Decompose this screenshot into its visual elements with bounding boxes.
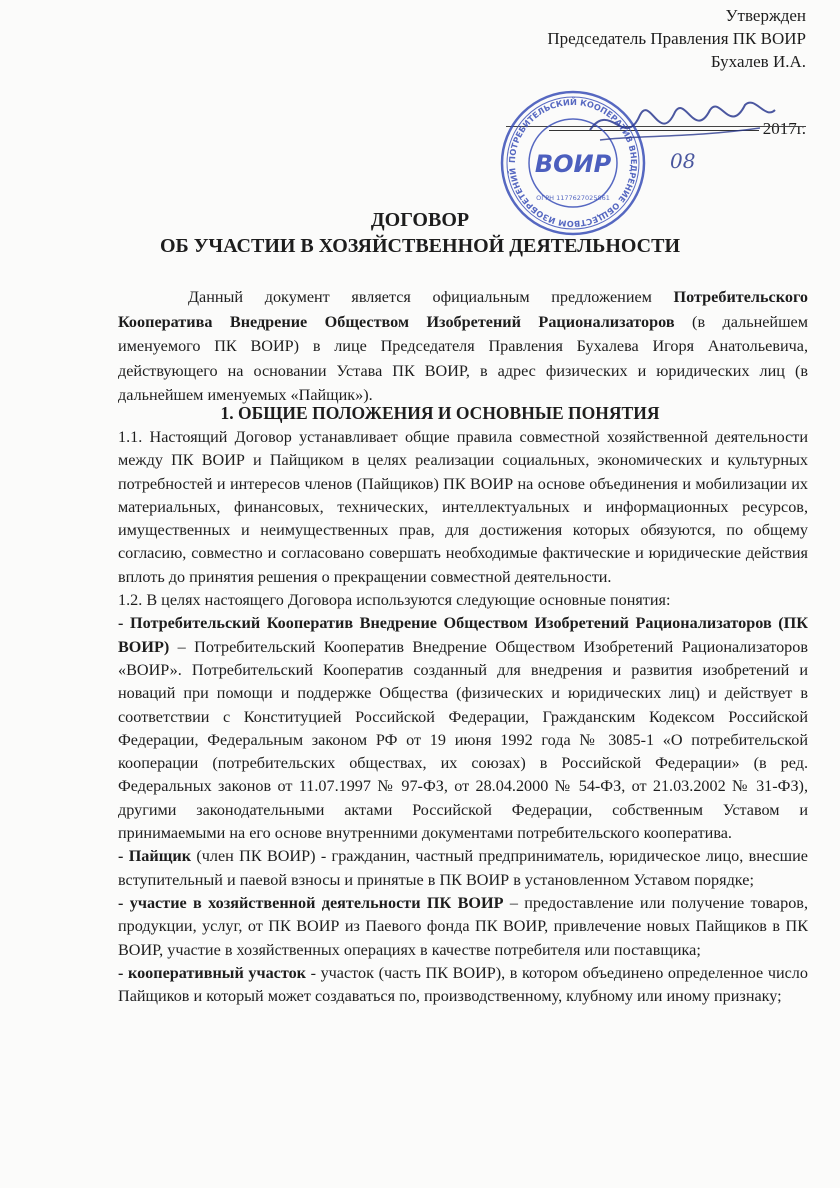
svg-text:08: 08 [670, 149, 696, 170]
handwritten-signature [570, 90, 780, 170]
clause-1-2: 1.2. В целях настоящего Договора используются следующие основные понятия: [118, 591, 671, 610]
definition-shareholder [118, 845, 808, 892]
clause-1-1: 1.1. Настоящий Договор устанавливает общие правила совместной хозяйственной деятельности между ПК ВОИР и Пайщиком в целях реализации социальных, экономических и культурных потребностей и интересов членов (Пайщиков) ПК ВОИР на основе объединения и мобилизации их материальных, финансовых, технических, интеллектуальных и информационных ресурсов, имущественных и неимущественных прав, для достижения которых обязуются, по общему согласию, совместно и согласовано совершать необходимые фактические и юридические действия вплоть до принятия решения о прекращении совместной деятельности. [118, 428, 808, 586]
approval-line-approved: Утвержден [725, 6, 806, 25]
definition-text: – предоставление или получение товаров, продукции, услуг, от ПК ВОИР из Паевого фонда ПК ВОИР, привлечение новых Пайщиков в ПК ВОИР, участие в хозяйственных операциях в качестве потребителя или поставщика; [118, 893, 808, 959]
svg-text:ПОТРЕБИТЕЛЬСКИЙ КООПЕРАТИВ ВНЕ: ПОТРЕБИТЕЛЬСКИЙ КООПЕРАТИВ ВНЕДРЕНИЕ ОБЩЕСТВОМ ИЗОБРЕТЕНИЙ [506, 96, 640, 230]
approval-line-name: Бухалев И.А. [710, 52, 806, 71]
approval-line-position: Председатель Правления ПК ВОИР [547, 29, 806, 48]
intro-cooperative-name: Потребительского Кооператива Внедрение Обществом Изобретений Рационализаторов [118, 288, 808, 331]
title-line-2: ОБ УЧАСТИИ В ХОЗЯЙСТВЕННОЙ ДЕЯТЕЛЬНОСТИ [159, 235, 681, 257]
definition-text: – Потребительский Кооператив Внедрение Обществом Изобретений Рационализаторов «ВОИР». Потребительский Кооператив созданный для внедрения и развития изобретений и новаций при помощи и поддержке Общества (физических и юридических лиц) и действует в соответствии с Конституцией Российской Федерации, Гражданским Кодексом Российской Федерации, Федеральным законом РФ от 19 июня 1992 года № 3085-1 «О потребительской кооперации (потребительских обществах, их союзах) в Российской Федерации» (в ред. Федеральных законов от 11.07.1997 № 97-ФЗ, от 28.04.2000 № 54-ФЗ, от 21.03.2002 № 31-ФЗ), другими законодательными актами Российской Федерации, собственным Уставом и принимаемыми на его основе внутренними документами потребительского кооператива. [118, 637, 808, 843]
svg-text:ВОИР: ВОИР [534, 150, 612, 178]
definition-participation [118, 892, 808, 962]
intro-paragraph [118, 285, 808, 408]
section-1-body [118, 426, 808, 1008]
intro-text-a: Данный документ является официальным предложением [188, 288, 674, 306]
definition-term: - участие в хозяйственной деятельности ПК ВОИР [118, 893, 504, 912]
definition-text: (член ПК ВОИР) - гражданин, частный предприниматель, юридическое лицо, внесшие вступительный и паевой взносы и принятые в ПК ВОИР в установленном Уставом порядке; [118, 847, 808, 889]
section-1-heading: 1. ОБЩИЕ ПОЛОЖЕНИЯ И ОСНОВНЫЕ ПОНЯТИЯ [220, 403, 660, 423]
approval-date-year: 2017г. [762, 119, 806, 138]
intro-text-b: (в дальнейшем именуемого ПК ВОИР) в лице Председателя Правления Бухалева Игоря Анатольевича, действующего на основании Устава ПК ВОИР, в адрес физических и юридических лиц (в дальнейшем именуемых «Пайщик»). [118, 312, 808, 404]
definition-cooperative [118, 612, 808, 845]
definition-term: - кооперативный участок [118, 963, 307, 982]
svg-text:ОГРН 1177627025861: ОГРН 1177627025861 [536, 194, 610, 202]
definition-term: - Потребительский Кооператив Внедрение Обществом Изобретений Рационализаторов (ПК ВОИР) [118, 614, 808, 656]
definition-text: - участок (часть ПК ВОИР), в котором объединено определенное число Пайщиков и который может создаваться по, производственному, клубному или иному признаку; [118, 963, 808, 1006]
definition-term: - Пайщик [118, 847, 192, 866]
title-line-1: ДОГОВОР [370, 209, 470, 231]
definition-cooperative-section [118, 962, 808, 1009]
document-title [0, 207, 840, 259]
